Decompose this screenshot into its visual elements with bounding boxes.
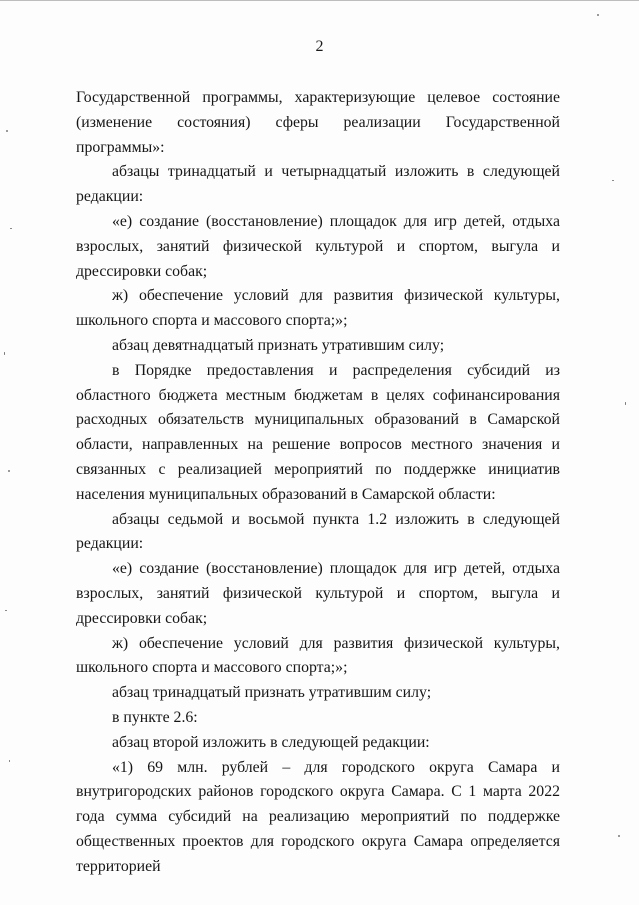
scan-speck — [612, 180, 614, 181]
page-number: 2 — [315, 38, 324, 55]
body-text — [76, 86, 560, 880]
paragraph: «е) создание (восстановление) площадок для игр детей, отдыха взрослых, занятий физической культурой и спортом, выгула и дрессировки собак; — [76, 212, 560, 280]
scan-edge-line — [0, 0, 639, 1]
paragraph: абзац второй изложить в следующей редакции: — [112, 733, 430, 751]
scan-speck — [6, 130, 8, 132]
paragraph: «е) создание (восстановление) площадок для игр детей, отдыха взрослых, занятий физической культурой и спортом, выгула и дрессировки собак; — [76, 560, 560, 627]
paragraph: абзац девятнадцатый признать утратившим силу; — [112, 336, 445, 354]
scan-speck — [625, 402, 626, 405]
scan-speck — [10, 228, 12, 229]
paragraph: абзацы тринадцатый и четырнадцатый изложить в следующей редакции: — [76, 163, 560, 206]
paragraph: ж) обеспечение условий для развития физической культуры, школьного спорта и массового спорта;»; — [76, 634, 560, 677]
scan-speck — [5, 610, 7, 611]
scan-speck — [8, 470, 10, 472]
paragraph: в Порядке предоставления и распределения субсидий из областного бюджета местным бюджетам в целях софинансирования расходных обязательств муниципальных образований в Самарской области, направленных на решение вопросов местного значения и связанных с реализацией мероприятий по поддержке инициатив населения муниципальных образований в Самарской области: — [76, 361, 560, 503]
scan-speck — [4, 352, 5, 355]
paragraph: в пункте 2.6: — [112, 708, 198, 726]
scan-speck — [9, 760, 10, 762]
paragraph: Государственной программы, характеризующие целевое состояние (изменение состояния) сферы реализации Государственной программы»: — [76, 89, 560, 156]
paragraph: ж) обеспечение условий для развития физической культуры, школьного спорта и массового спорта;»; — [76, 287, 560, 330]
paragraph: «1) 69 млн. рублей – для городского округа Самара и внутригородских районов городского округа Самара. С 1 марта 2022 года сумма субсидий на реализацию мероприятий по поддержке общественных проектов для городского округа Самара определяется территорией — [76, 758, 560, 875]
scan-speck — [597, 14, 599, 16]
scan-speck — [618, 835, 620, 837]
paragraph: абзацы седьмой и восьмой пункта 1.2 изложить в следующей редакции: — [76, 510, 560, 553]
paragraph: абзац тринадцатый признать утратившим силу; — [112, 684, 432, 702]
